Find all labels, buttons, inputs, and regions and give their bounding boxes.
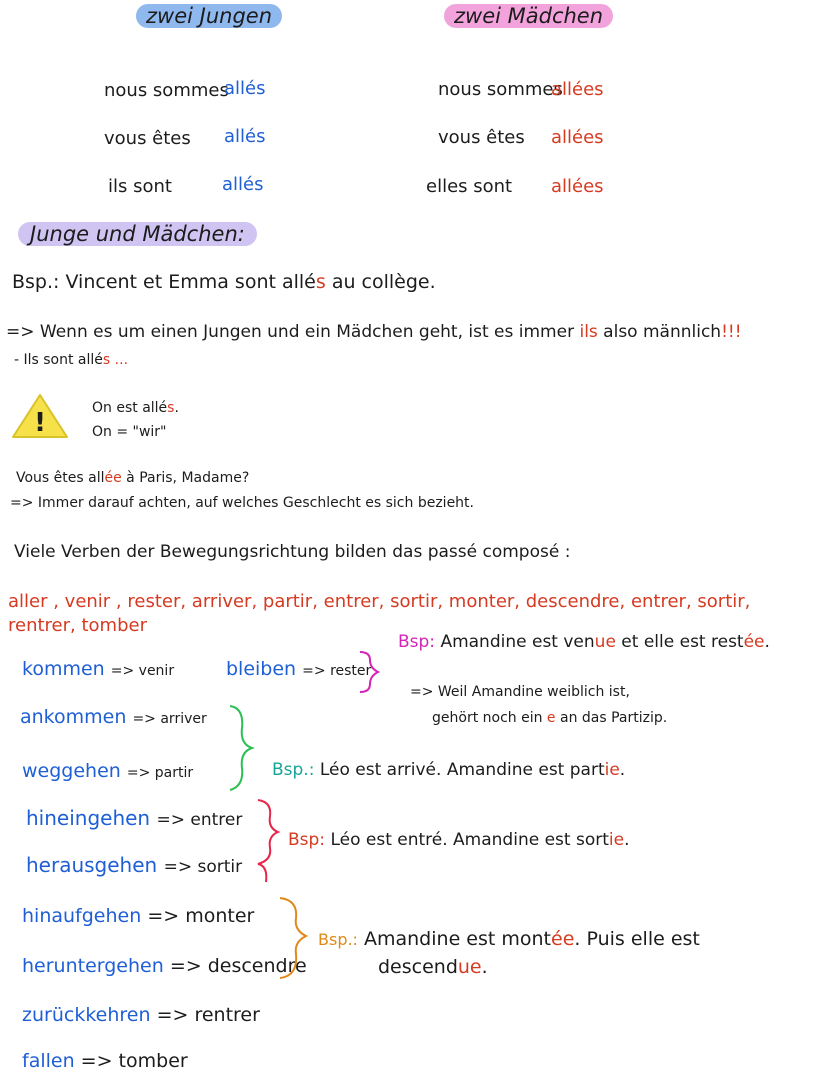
boys-participle-1: allés [224,78,266,99]
brace-monter-descendre [280,898,306,978]
brace-arriver-partir [230,706,252,790]
pair-bleiben: bleiben => rester [226,658,372,680]
pair-zurueckkehren: zurückkehren => rentrer [22,1004,260,1026]
warning-line-1: On est allés. [92,400,179,416]
pair-fallen: fallen => tomber [22,1050,188,1072]
pair-weggehen: weggehen => partir [22,760,194,782]
boys-subject-2: vous êtes [104,128,191,149]
boys-subject-1: nous sommes [104,80,229,101]
note-partizip: gehört noch ein e an das Partizip. [432,710,668,726]
madame-question: Vous êtes allée à Paris, Madame? [16,470,250,486]
pair-ankommen: ankommen => arriver [20,706,207,728]
pair-herausgehen: herausgehen => sortir [26,853,243,877]
girls-participle-1: allées [551,79,604,100]
girls-subject-3: elles sont [426,176,513,197]
example-descendue: descendue. [378,956,488,978]
verb-list-line-2: rentrer, tomber [8,615,147,636]
girls-participle-3: allées [551,176,604,197]
warning-line-2: On = "wir" [92,424,167,440]
boys-participle-2: allés [224,126,266,147]
brace-entrer-sortir [258,800,278,882]
example-montee: Bsp.: Amandine est montée. Puis elle est [318,928,700,950]
boys-heading: zwei Jungen [136,4,282,28]
girls-subject-1: nous sommes [438,79,563,100]
verbs-intro: Viele Verben der Bewegungsrichtung bilden das passé composé : [14,542,571,562]
note-weiblich: => Weil Amandine weiblich ist, [410,684,630,700]
pair-hinaufgehen: hinaufgehen => monter [22,905,255,927]
boys-participle-3: allés [222,174,264,195]
example-partie: Bsp.: Léo est arrivé. Amandine est partie. [272,760,626,780]
verb-list-line-1: aller , venir , rester, arriver, partir, entrer, sortir, monter, descendre, entrer, sortir, [8,591,751,612]
example-sortie: Bsp: Léo est entré. Amandine est sortie. [288,830,630,850]
pair-heruntergehen: heruntergehen => descendre [22,955,307,977]
mixed-rule: => Wenn es um einen Jungen und ein Mädchen geht, ist es immer ils also männlich!!! [6,322,742,342]
pair-kommen: kommen => venir [22,658,175,680]
girls-heading: zwei Mädchen [444,4,613,28]
madame-note: => Immer darauf achten, auf welches Geschlecht es sich bezieht. [10,495,474,511]
pair-hineingehen: hineingehen => entrer [26,806,243,830]
mixed-heading: Junge und Mädchen: [18,222,257,246]
example-venue: Bsp: Amandine est venue et elle est restée. [398,632,770,652]
girls-subject-2: vous êtes [438,127,525,148]
brace-rester [360,652,378,692]
boys-subject-3: ils sont [108,176,172,197]
mixed-ils-line: - Ils sont allés ... [14,352,129,368]
girls-participle-2: allées [551,127,604,148]
mixed-example: Bsp.: Vincent et Emma sont allés au collège. [12,271,436,293]
warning-symbol: ! [34,408,46,438]
